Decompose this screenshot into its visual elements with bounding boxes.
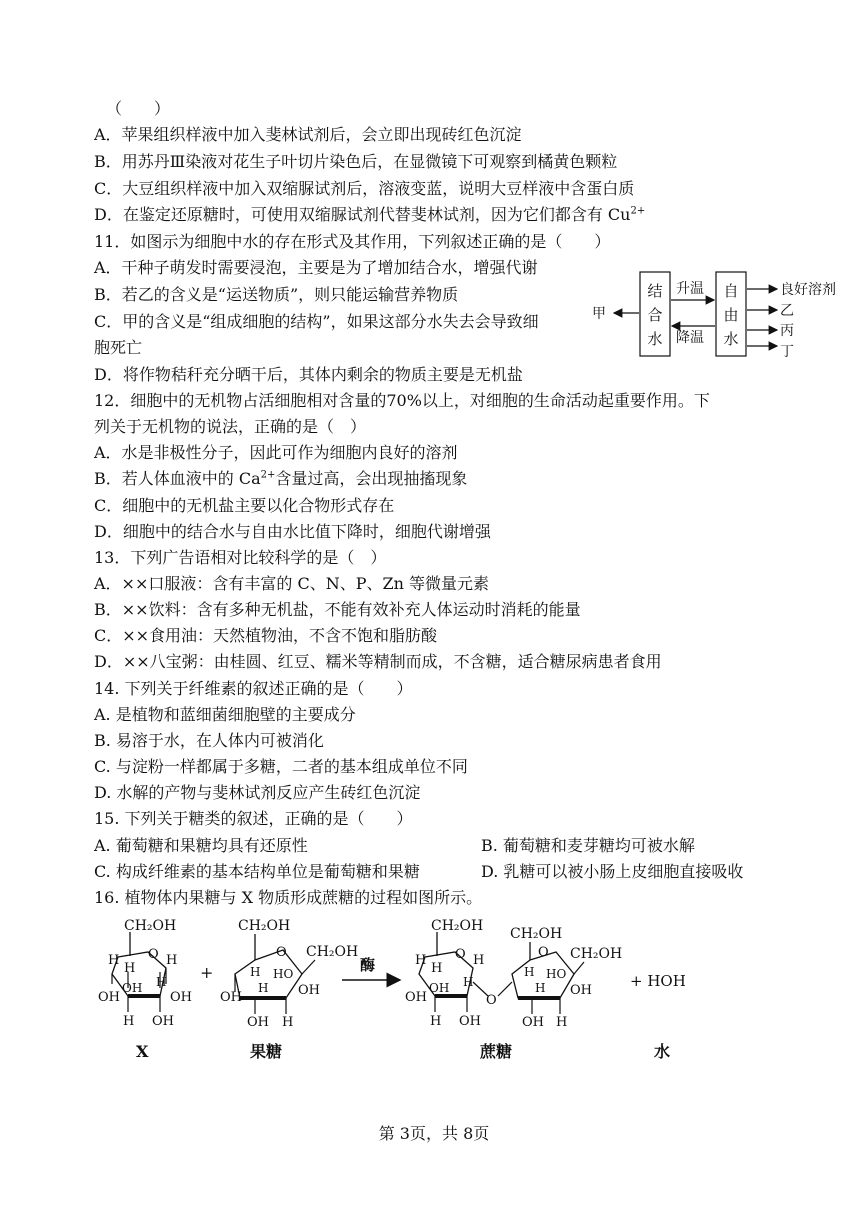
text-line-q11-a: A．干种子萌发时需要浸泡，主要是为了增加结合水，增强代谢 [94, 258, 538, 277]
text-line-q13-a: A．××口服液：含有丰富的 C、N、P、Zn 等微量元素 [94, 574, 489, 593]
text-line-q13-d: D．××八宝粥：由桂圆、红豆、糯米等精制而成，不含糖，适合糖尿病患者食用 [94, 652, 662, 671]
ch2oh-label: CH₂OH [510, 926, 563, 942]
text-line-q12-a: A．水是非极性分子，因此可作为细胞内良好的溶剂 [94, 443, 458, 462]
ch2oh-label: CH₂OH [238, 918, 291, 934]
oh-group: OH [522, 1015, 544, 1030]
bond [574, 962, 584, 974]
ring-o: O [276, 945, 287, 960]
vertical-char: 水 [723, 330, 739, 348]
h-atom: H [258, 981, 269, 995]
oh-group: OH [98, 990, 120, 1005]
enzyme-label: 酶 [360, 956, 376, 974]
sucrose-formation-diagram [90, 912, 810, 1062]
plus-sign: + [200, 963, 214, 982]
ring-o: O [148, 947, 159, 962]
yi-label: 乙 [780, 303, 794, 319]
text-line-q10-c: C．大豆组织样液中加入双缩脲试剂后，溶液变蓝，说明大豆样液中含蛋白质 [94, 179, 635, 198]
text-line-q14: 14. 下列关于纤维素的叙述正确的是（ ） [94, 679, 413, 698]
text-line-q11-b: B．若乙的含义是“运送物质”，则只能运输营养物质 [94, 285, 459, 304]
text-line-q10-b: B．用苏丹Ⅲ染液对花生子叶切片染色后，在显微镜下可观察到橘黄色颗粒 [94, 152, 618, 171]
oh-group: OH [405, 990, 427, 1005]
oh-group: OH [122, 981, 143, 995]
oh-group: OH [152, 1014, 174, 1029]
sucrose-structure [405, 918, 622, 1030]
oh-group: OH [298, 983, 320, 998]
glycosidic-o: O [486, 993, 497, 1008]
ding-label: 丁 [780, 344, 794, 360]
h-atom: H [524, 965, 535, 979]
glucose-structure [98, 918, 192, 1029]
text-line-q14-a: A. 是植物和蓝细菌细胞壁的主要成分 [94, 705, 356, 724]
h-atom: H [250, 965, 261, 979]
text-line-q13: 13．下列广告语相对比较科学的是（ ） [94, 548, 387, 567]
text-line-q12-1: 12．细胞中的无机物占活细胞相对含量的70%以上，对细胞的生命活动起重要作用。下 [94, 391, 710, 410]
text-line-q16: 16. 植物体内果糖与 X 物质形成蔗糖的过程如图所示。 [94, 888, 483, 907]
oh-group: OH [220, 990, 242, 1005]
ho-group: HO [546, 967, 567, 981]
ring-o: O [538, 945, 549, 960]
text-line-q14-d: D. 水解的产物与斐林试剂反应产生砖红色沉淀 [94, 783, 421, 802]
text-line-q10-a: A．苹果组织样液中加入斐林试剂后，会立即出现砖红色沉淀 [94, 125, 522, 144]
glycosidic-bond [498, 982, 512, 996]
oh-group: OH [459, 1014, 481, 1029]
page-footer: 第 3页，共 8页 [378, 1124, 490, 1143]
ho-group: HO [273, 967, 294, 981]
h-atom: H [156, 975, 167, 989]
h-atom: H [124, 961, 136, 976]
ch2oh-label: CH₂OH [124, 918, 177, 934]
ch2oh-label: CH₂OH [570, 946, 623, 962]
h-atom: H [431, 961, 443, 976]
oh-group: OH [570, 983, 592, 998]
plus-water: + HOH [630, 972, 686, 990]
h-atom: H [473, 953, 485, 968]
fructose-structure [220, 918, 358, 1030]
text-line-q15-a: A. 葡萄糖和果糖均具有还原性 [94, 836, 308, 855]
label-water: 水 [654, 1042, 671, 1061]
solvent-label: 良好溶剂 [780, 282, 836, 298]
vertical-char: 由 [723, 306, 739, 324]
h-atom: H [430, 1014, 442, 1029]
text-line-q12-c: C．细胞中的无机盐主要以化合物形式存在 [94, 496, 395, 515]
bound-water-label [647, 282, 662, 348]
ch2oh-label: CH₂OH [306, 944, 359, 960]
jia-label: 甲 [592, 306, 606, 322]
vertical-char: 水 [647, 330, 663, 348]
h-atom: H [282, 1015, 294, 1030]
vertical-char: 结 [647, 282, 663, 300]
text-line-q14-c: C. 与淀粉一样都属于多糖，二者的基本组成单位不同 [94, 757, 468, 776]
label-sucrose: 蔗糖 [480, 1042, 513, 1061]
text-line-q12-2: 列关于无机物的说法，正确的是（ ） [94, 417, 367, 436]
label-x: X [136, 1042, 149, 1061]
text-line-q11-c1: C．甲的含义是“组成细胞的结构”，如果这部分水失去会导致细 [94, 312, 539, 331]
text-line-q11-d: D．将作物秸秆充分晒干后，其体内剩余的物质主要是无机盐 [94, 365, 523, 384]
free-water-label [723, 282, 738, 348]
bing-label: 丙 [780, 323, 794, 339]
h-atom: H [535, 981, 546, 995]
h-atom: H [415, 953, 427, 968]
text-line-q11: 11．如图示为细胞中水的存在形式及其作用，下列叙述正确的是（ ） [94, 232, 611, 251]
text-line-q12-d: D．细胞中的结合水与自由水比值下降时，细胞代谢增强 [94, 522, 491, 541]
oh-group: OH [247, 1015, 269, 1030]
h-atom: H [108, 953, 120, 968]
q12-option-b: B．若人体血液中的 $Ca^{2+}$含量过高，会出现抽搐现象 [94, 469, 468, 488]
ring-o: O [455, 947, 466, 962]
water-form-diagram [590, 262, 850, 372]
text-line-q15-d: D. 乳糖可以被小肠上皮细胞直接吸收 [481, 862, 744, 881]
text-line-q15-c: C. 构成纤维素的基本结构单位是葡萄糖和果糖 [94, 862, 420, 881]
h-atom: H [123, 1014, 135, 1029]
h-atom: H [166, 953, 178, 968]
text-line-q15: 15. 下列关于糖类的叙述，正确的是（ ） [94, 809, 413, 828]
q10-option-d: D．在鉴定还原糖时，可使用双缩脲试剂代替斐林试剂，因为它们都含有 $Cu^{2+}$ [94, 205, 646, 224]
cool-label: 降温 [676, 330, 704, 346]
oh-group: OH [429, 981, 450, 995]
text-line-q11-c2: 胞死亡 [94, 338, 143, 357]
label-fructose: 果糖 [250, 1042, 283, 1061]
text-line-q10-paren: （ ） [106, 99, 171, 118]
text-line-q13-c: C．××食用油：天然植物油，不含不饱和脂肪酸 [94, 626, 438, 645]
heat-label: 升温 [676, 281, 704, 297]
ch2oh-label: CH₂OH [431, 918, 484, 934]
vertical-char: 合 [647, 306, 663, 324]
text-line-q15-b: B. 葡萄糖和麦芽糖均可被水解 [481, 836, 695, 855]
h-atom: H [556, 1015, 568, 1030]
h-atom: H [463, 975, 474, 989]
bond [302, 960, 315, 974]
vertical-char: 自 [723, 282, 739, 300]
oh-group: OH [170, 990, 192, 1005]
text-line-q13-b: B．××饮料：含有多种无机盐，不能有效补充人体运动时消耗的能量 [94, 600, 581, 619]
text-line-q14-b: B. 易溶于水，在人体内可被消化 [94, 731, 324, 750]
